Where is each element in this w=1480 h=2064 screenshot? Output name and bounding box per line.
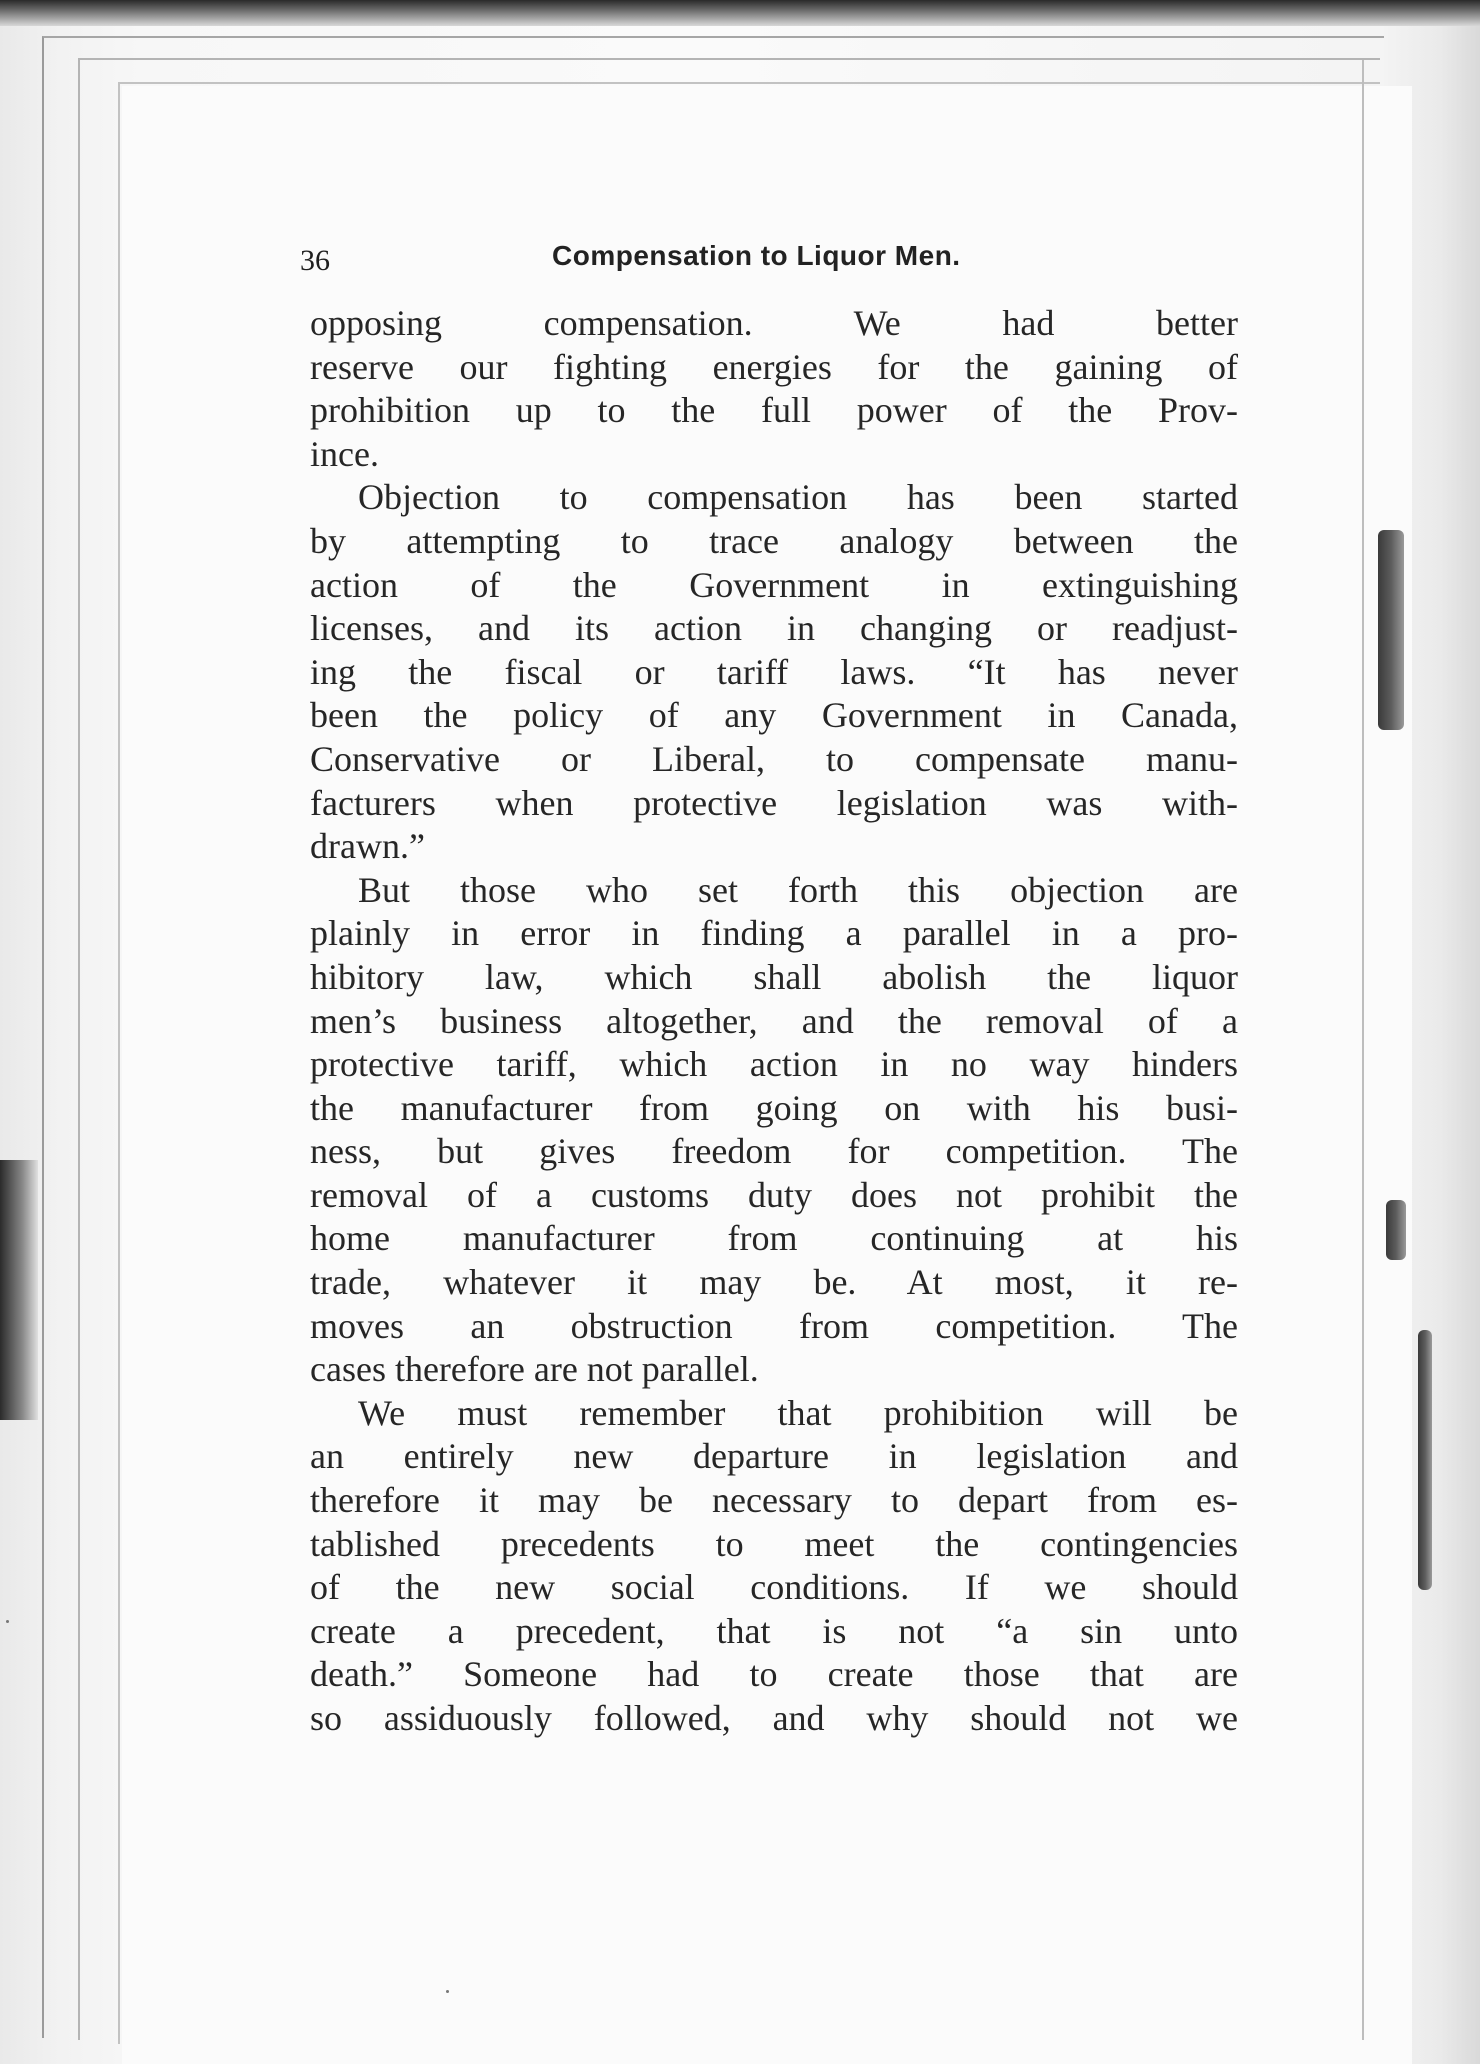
- text-line: cases therefore are not parallel.: [310, 1349, 759, 1390]
- paragraph: [310, 869, 1238, 1392]
- text-line: ing the fiscal or tariff laws. “It has never: [310, 651, 1238, 692]
- text-line: licenses, and its action in changing or readjust-: [310, 608, 1238, 649]
- text-line: protective tariff, which action in no way hinders: [310, 1044, 1238, 1085]
- speck: [446, 1990, 449, 1993]
- text-line: ness, but gives freedom for competition. The: [310, 1131, 1238, 1172]
- running-head: [300, 240, 1235, 280]
- text-line: moves an obstruction from competition. The: [310, 1305, 1238, 1346]
- text-line: been the policy of any Government in Canada,: [310, 695, 1238, 736]
- text-line: ince.: [310, 433, 379, 474]
- text-line: death.” Someone had to create those that are: [310, 1654, 1238, 1695]
- top-shadow: [0, 0, 1480, 26]
- body-text: [310, 302, 1238, 1741]
- text-line: plainly in error in finding a parallel in a pro-: [310, 913, 1238, 954]
- text-line: Objection to compensation has been started: [358, 477, 1238, 518]
- text-line: facturers when protective legislation was with-: [310, 782, 1238, 823]
- text-line: Conservative or Liberal, to compensate manu-: [310, 738, 1238, 779]
- text-line: home manufacturer from continuing at his: [310, 1218, 1238, 1259]
- paragraph: [310, 1392, 1238, 1741]
- text-line: reserve our fighting energies for the gaining of: [310, 346, 1238, 387]
- right-binding-tear: [1386, 1200, 1406, 1260]
- text-line: an entirely new departure in legislation and: [310, 1436, 1238, 1477]
- text-line: prohibition up to the full power of the Prov-: [310, 390, 1238, 431]
- text-line: trade, whatever it may be. At most, it re-: [310, 1262, 1238, 1303]
- text-line: removal of a customs duty does not prohibit the: [310, 1174, 1238, 1215]
- text-line: men’s business altogether, and the removal of a: [310, 1000, 1238, 1041]
- text-line: drawn.”: [310, 826, 425, 867]
- text-line: We must remember that prohibition will be: [358, 1392, 1238, 1433]
- right-binding-tear: [1378, 530, 1404, 730]
- running-title: Compensation to Liquor Men.: [552, 240, 961, 271]
- text-line: hibitory law, which shall abolish the liquor: [310, 956, 1238, 997]
- right-page-edge: [1362, 60, 1364, 2040]
- text-line: create a precedent, that is not “a sin unto: [310, 1610, 1238, 1651]
- text-line: action of the Government in extinguishing: [310, 564, 1238, 605]
- text-line: tablished precedents to meet the contingencies: [310, 1523, 1238, 1564]
- left-binding-tear: [0, 1160, 38, 1420]
- text-line: so assiduously followed, and why should not we: [310, 1698, 1238, 1738]
- text-line: of the new social conditions. If we should: [310, 1567, 1238, 1608]
- text-line: But those who set forth this objection are: [358, 869, 1238, 910]
- speck: [6, 1620, 9, 1623]
- paragraph: [310, 302, 1238, 476]
- page-number: 36: [300, 244, 330, 277]
- right-binding-tear: [1418, 1330, 1432, 1590]
- text-line: the manufacturer from going on with his busi-: [310, 1087, 1238, 1128]
- text-line: opposing compensation. We had better: [310, 303, 1238, 343]
- text-line: therefore it may be necessary to depart from es-: [310, 1480, 1238, 1521]
- text-line: by attempting to trace analogy between the: [310, 520, 1238, 561]
- paragraph: [310, 476, 1238, 868]
